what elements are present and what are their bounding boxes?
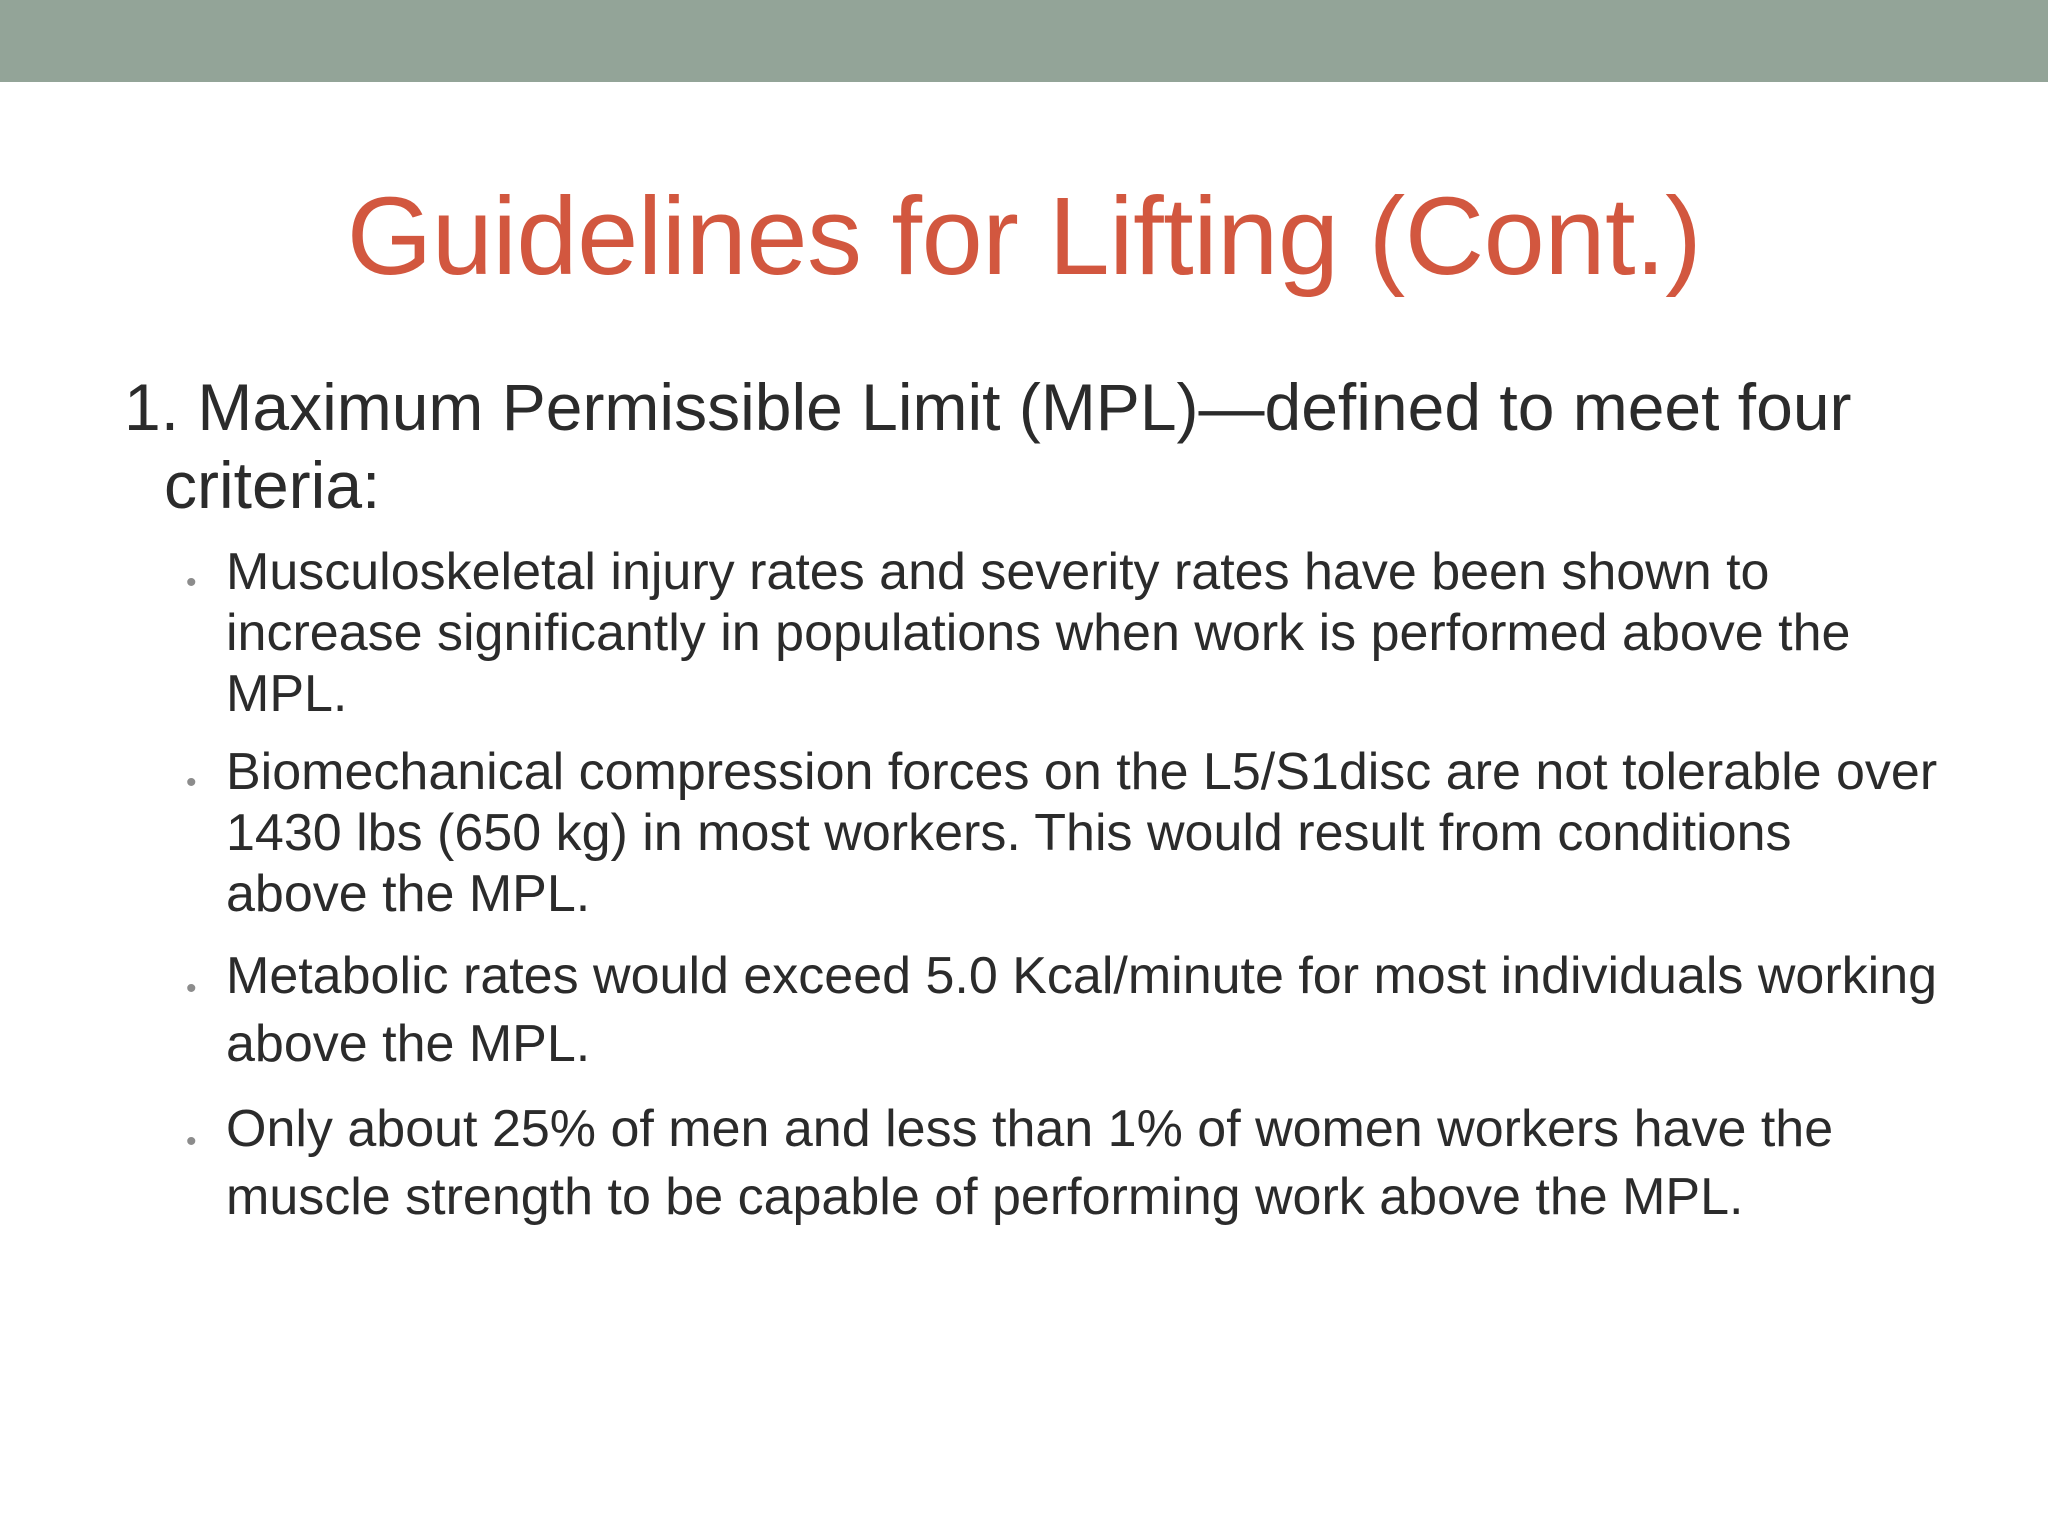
slide-title: Guidelines for Lifting (Cont.) [346,175,1702,298]
bullet-dot-icon: • [186,566,197,599]
top-accent-band [0,0,2048,82]
criteria-item-1 [124,542,1944,725]
main-point: 1. Maximum Permissible Limit (MPL)—defined to meet four criteria: [124,370,1852,522]
bullet-dot-icon: • [186,766,197,799]
criteria-list [124,542,1944,1231]
criteria-text-3: Metabolic rates would exceed 5.0 Kcal/minute for most individuals working above the MPL. [226,947,1938,1073]
criteria-text-1: Musculoskeletal injury rates and severity rates have been shown to increase significantly in populations when work is performed above the MPL. [226,543,1851,723]
criteria-text-2: Biomechanical compression forces on the L5/S1disc are not tolerable over 1430 lbs (650 kg) in most workers. This would result from conditions above the MPL. [226,743,1938,923]
bullet-dot-icon: • [186,972,197,1005]
criteria-item-4 [124,1095,1944,1231]
criteria-item-3 [124,942,1944,1078]
bullet-dot-icon: • [186,1125,197,1158]
criteria-text-4: Only about 25% of men and less than 1% of women workers have the muscle strength to be capable of performing work above the MPL. [226,1100,1834,1226]
slide-content [124,368,1944,1248]
criteria-item-2 [124,742,1944,925]
